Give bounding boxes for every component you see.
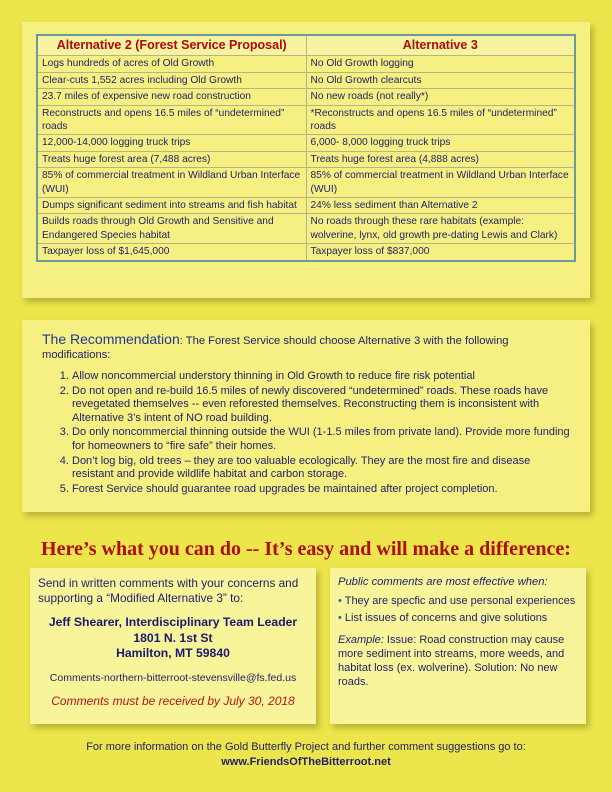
table-row [37, 105, 575, 135]
table-cell: No Old Growth logging [306, 56, 575, 72]
send-comments-text: Send in written comments with your concerns and supporting a “Modified Alternative 3” to: [38, 576, 299, 605]
table-row [37, 72, 575, 88]
table-row [37, 135, 575, 151]
footer-url: www.FriendsOfTheBitterroot.net [221, 756, 391, 768]
example-text: Issue: Road construction may cause more sediment into streams, more weeds, and habitat loss (ex. wolverine). Solution: No new roads. [338, 634, 565, 688]
list-item [338, 611, 578, 625]
table-cell: 85% of commercial treatment in Wildland Urban Interface (WUI) [306, 168, 575, 198]
example-label: Example: [338, 634, 384, 646]
table-cell: No new roads (not really*) [306, 89, 575, 105]
contact-city: Hamilton, MT 59840 [116, 646, 230, 660]
contact-name: Jeff Shearer, Interdisciplinary Team Leader [48, 615, 298, 629]
table-cell: 85% of commercial treatment in Wildland Urban Interface (WUI) [37, 168, 306, 198]
recommendation-item: 2. Do not open and re-build 16.5 miles of newly discovered “undetermined” roads. These roads have revegetated themselves -- even reforested themselves. Reconstructing them is inconsistent with Alternative 3’s intent of NO road building. [72, 385, 574, 426]
comparison-table [36, 34, 576, 262]
contact-panel [30, 568, 316, 724]
table-cell: Logs hundreds of acres of Old Growth [37, 56, 306, 72]
comparison-panel [22, 22, 590, 298]
table-row [37, 244, 575, 261]
table-row [37, 198, 575, 214]
tips-heading: Public comments are most effective when: [338, 576, 548, 588]
contact-street: 1801 N. 1st St [133, 630, 213, 645]
table-cell: 12,000-14,000 logging truck trips [37, 135, 306, 151]
table-cell: No roads through these rare habitats (example: wolverine, lynx, old growth pre-dating Lewis and Clark) [306, 214, 575, 244]
table-cell: Clear-cuts 1,552 acres including Old Growth [37, 72, 306, 88]
call-to-action-heading: Here’s what you can do -- It’s easy and will make a difference: [41, 538, 571, 560]
tip-text: List issues of concerns and give solutions [344, 612, 548, 624]
table-cell: Treats huge forest area (4,888 acres) [306, 151, 575, 167]
recommendation-intro-text: : The Forest Service should choose Alternative 3 with the following modifications: [42, 335, 509, 361]
table-cell: Treats huge forest area (7,488 acres) [37, 151, 306, 167]
example-paragraph [338, 633, 578, 689]
footer-text: For more information on the Gold Butterfly Project and further comment suggestions go to: [86, 741, 526, 753]
table-cell: Taxpayer loss of $837,000 [306, 244, 575, 261]
tips-list [338, 594, 578, 625]
table-cell: 6,000- 8,000 logging truck trips [306, 135, 575, 151]
comment-deadline: Comments must be received by July 30, 2018 [51, 693, 295, 708]
table-cell: No Old Growth clearcuts [306, 72, 575, 88]
recommendation-panel [22, 320, 590, 512]
table-row [37, 56, 575, 72]
recommendation-item: 5. Forest Service should guarantee road upgrades be maintained after project completion. [72, 483, 574, 497]
column-header-alternative-3: Alternative 3 [306, 35, 575, 56]
footer [0, 740, 612, 770]
recommendation-item: 3. Do only noncommercial thinning outside the WUI (1-1.5 miles from private land). Provide more funding for homeowners to “fire safe” their homes. [72, 426, 574, 453]
table-cell: Dumps significant sediment into streams and fish habitat [37, 198, 306, 214]
table-cell: *Reconstructs and opens 16.5 miles of “undetermined” roads [306, 105, 575, 135]
tips-panel [330, 568, 586, 724]
bullet-icon: • [338, 595, 345, 607]
table-row [37, 168, 575, 198]
contact-email: Comments-northern-bitterroot-stevensville@fs.fed.us [49, 671, 297, 684]
table-cell: 23.7 miles of expensive new road construction [37, 89, 306, 105]
recommendation-intro [42, 332, 574, 362]
recommendation-list [42, 370, 574, 496]
column-header-alternative-2: Alternative 2 (Forest Service Proposal) [37, 35, 306, 56]
table-cell: Taxpayer loss of $1,645,000 [37, 244, 306, 261]
tip-text: They are specfic and use personal experiences [344, 595, 576, 607]
table-row [37, 214, 575, 244]
table-header-row [37, 35, 575, 56]
table-row [37, 151, 575, 167]
recommendation-title: The Recommendation [42, 331, 180, 347]
recommendation-item: 1. Allow noncommercial understory thinning in Old Growth to reduce fire risk potential [72, 370, 574, 384]
bullet-icon: • [338, 612, 345, 624]
table-cell: Reconstructs and opens 16.5 miles of “undetermined” roads [37, 105, 306, 135]
table-cell: 24% less sediment than Alternative 2 [306, 198, 575, 214]
table-row [37, 89, 575, 105]
table-cell: Builds roads through Old Growth and Sensitive and Endangered Species habitat [37, 214, 306, 244]
list-item [338, 594, 578, 608]
recommendation-item: 4. Don’t log big, old trees – they are too valuable ecologically. They are the most fire and disease resistant and provide wildlife habitat and carbon storage. [72, 455, 574, 482]
